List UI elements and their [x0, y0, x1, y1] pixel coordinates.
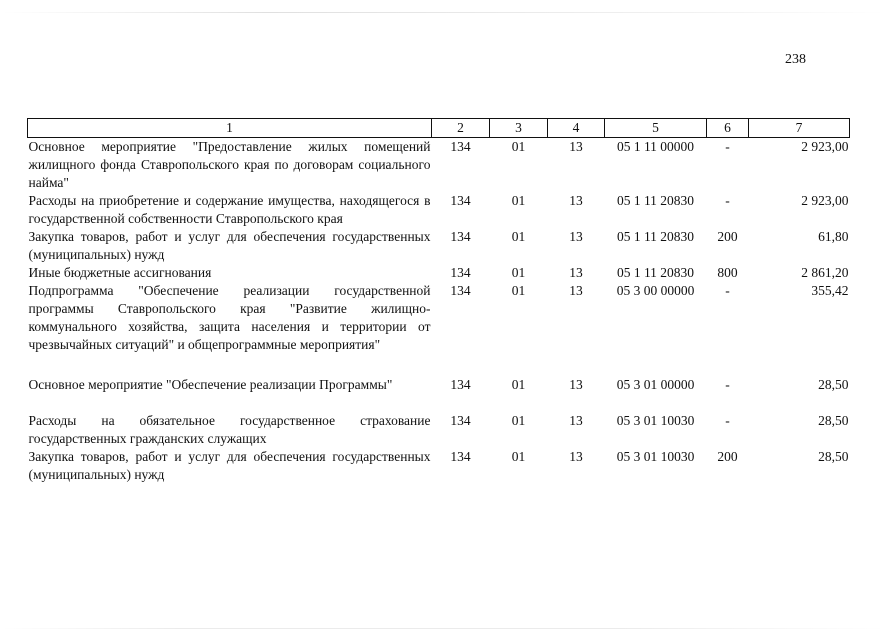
row-ministry-code: 134: [450, 449, 471, 464]
row-name: Основное мероприятие "Обеспечение реализации Программы": [28, 377, 393, 392]
row-name: Иные бюджетные ассигнования: [28, 265, 212, 280]
row-subsection: 13: [569, 449, 583, 464]
row-amount: 28,50: [818, 377, 849, 392]
row-target-article: 05 1 11 00000: [616, 139, 695, 154]
row-subsection: 13: [569, 139, 583, 154]
row-target-article: 05 1 11 20830: [616, 229, 695, 244]
row-ministry-code: 134: [450, 229, 471, 244]
row-ministry-code: 134: [450, 139, 471, 154]
table-row: [28, 138, 850, 193]
scan-edge-top: [0, 12, 887, 13]
row-name: Основное мероприятие "Предоставление жилых помещений жилищного фонда Ставропольского края по договорам социального найма": [28, 139, 431, 190]
header-col-5: 5: [605, 119, 707, 138]
table-row: [28, 448, 850, 484]
row-target-article: 05 1 11 20830: [616, 265, 695, 280]
row-section: 01: [511, 413, 526, 428]
row-name: Расходы на приобретение и содержание имущества, находящегося в государственной собственности Ставропольского края: [28, 193, 431, 226]
row-ministry-code: 134: [450, 283, 471, 298]
row-ministry-code: 134: [450, 413, 471, 428]
row-expense-type: 200: [717, 229, 738, 244]
row-ministry-code: 134: [450, 377, 471, 392]
row-amount: 61,80: [818, 229, 849, 244]
row-section: 01: [511, 283, 526, 298]
row-subsection: 13: [569, 265, 583, 280]
row-section: 01: [511, 193, 526, 208]
table-row: [28, 228, 850, 264]
row-expense-type: 800: [717, 265, 738, 280]
header-col-6: 6: [707, 119, 749, 138]
table-row: [28, 192, 850, 228]
row-amount: 355,42: [811, 283, 849, 298]
page-number: 238: [785, 52, 806, 67]
row-target-article: 05 3 01 10030: [616, 449, 695, 464]
row-section: 01: [511, 449, 526, 464]
row-name: Закупка товаров, работ и услуг для обеспечения государственных (муниципальных) нужд: [28, 449, 431, 482]
table-row: [28, 282, 850, 376]
row-section: 01: [511, 265, 526, 280]
row-expense-type: -: [725, 283, 730, 298]
row-subsection: 13: [569, 283, 583, 298]
row-section: 01: [511, 229, 526, 244]
header-col-2: 2: [432, 119, 490, 138]
row-ministry-code: 134: [450, 265, 471, 280]
row-expense-type: 200: [717, 449, 738, 464]
row-target-article: 05 3 01 00000: [616, 377, 695, 392]
row-amount: 28,50: [818, 413, 849, 428]
table-row: [28, 376, 850, 412]
row-subsection: 13: [569, 377, 583, 392]
row-target-article: 05 3 00 00000: [616, 283, 695, 298]
row-target-article: 05 3 01 10030: [616, 413, 695, 428]
row-section: 01: [511, 139, 526, 154]
row-expense-type: -: [725, 413, 730, 428]
row-amount: 28,50: [818, 449, 849, 464]
row-subsection: 13: [569, 229, 583, 244]
row-amount: 2 861,20: [801, 265, 849, 280]
table-row: [28, 412, 850, 448]
row-amount: 2 923,00: [801, 139, 849, 154]
row-name: Расходы на обязательное государственное страхование государственных гражданских служащих: [28, 413, 431, 446]
header-col-3: 3: [490, 119, 548, 138]
row-expense-type: -: [725, 193, 730, 208]
row-name: Закупка товаров, работ и услуг для обеспечения государственных (муниципальных) нужд: [28, 229, 431, 262]
header-col-7: 7: [749, 119, 850, 138]
row-subsection: 13: [569, 193, 583, 208]
table-row: [28, 264, 850, 282]
row-ministry-code: 134: [450, 193, 471, 208]
header-col-1: 1: [28, 119, 432, 138]
header-col-4: 4: [548, 119, 605, 138]
row-subsection: 13: [569, 413, 583, 428]
row-expense-type: -: [725, 377, 730, 392]
row-name: Подпрограмма "Обеспечение реализации государственной программы Ставропольского края "Развитие жилищно-коммунального хозяйства, защита населения и территории от чрезвычайных ситуаций" и общепрограммные мероприятия": [28, 283, 431, 352]
row-amount: 2 923,00: [801, 193, 849, 208]
row-expense-type: -: [725, 139, 730, 154]
table-header-row: [28, 119, 850, 138]
row-target-article: 05 1 11 20830: [616, 193, 695, 208]
budget-table: [27, 118, 850, 484]
row-section: 01: [511, 377, 526, 392]
scan-edge-bottom: [0, 628, 887, 629]
